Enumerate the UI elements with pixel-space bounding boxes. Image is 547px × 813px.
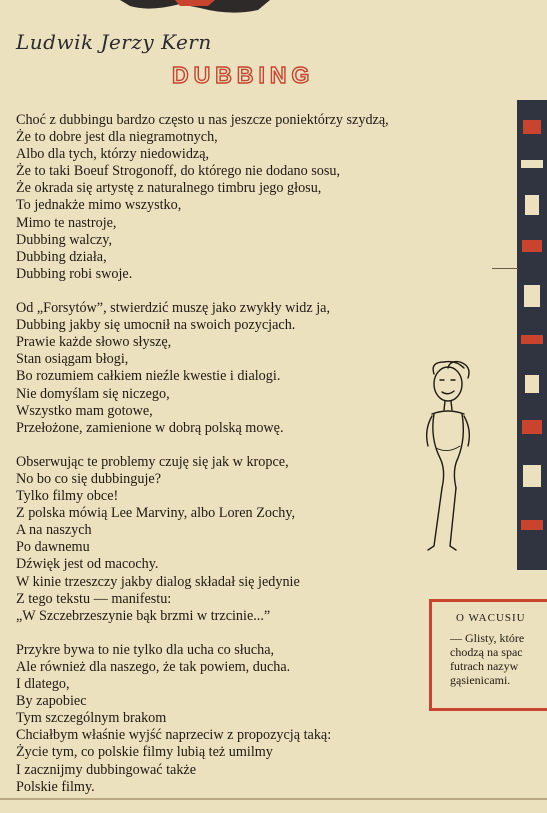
sidebar-box-o-wacusiu <box>429 599 547 711</box>
poem-line: Mimo te nastroje, <box>16 214 117 231</box>
poem-line: Przełożone, zamienione w dobrą polską mowę. <box>16 419 284 436</box>
poem-stanza <box>16 300 389 437</box>
poem-line: Że to dobre jest dla niegramotnych, <box>16 129 218 146</box>
poem-line: I dlatego, <box>16 676 70 693</box>
poem-line: Albo dla tych, którzy niedowidzą, <box>16 146 210 163</box>
poem-line: Stan osiągam błogi, <box>16 351 129 368</box>
poem-line: Z polska mówią Lee Marviny, albo Loren Zochy, <box>16 505 296 522</box>
poem-line: No bo co się dubbinguje? <box>16 470 161 487</box>
poem-line: Dubbing robi swoje. <box>16 265 133 282</box>
sidebar-text <box>450 631 547 687</box>
poem-line: Ale również dla naszego, że tak powiem, ducha. <box>16 659 291 675</box>
poem-line: Dubbing działa, <box>16 248 107 265</box>
poem-line: „W Szczebrzeszynie bąk brzmi w trzcinie...” <box>16 607 271 624</box>
poem-line: I zacznijmy dubbingować także <box>16 761 197 778</box>
poem-stanza <box>16 112 389 283</box>
poem-line: A na naszych <box>16 522 92 539</box>
poem-line: W kinie trzeszczy jakby dialog składał się jedynie <box>16 573 300 590</box>
poem-line: Bo rozumiem całkiem nieźle kwestie i dialogi. <box>16 368 281 385</box>
poem-line: Dubbing walczy, <box>16 231 113 248</box>
poem-line: Że to taki Boeuf Strogonoff, do którego nie dodano sosu, <box>16 163 341 180</box>
sidebar-line: — Glisty, które <box>450 631 525 645</box>
poem-line: Z tego tekstu — manifestu: <box>16 590 172 607</box>
poem-line: Polskie filmy. <box>16 778 95 795</box>
poem-line: To jednakże mimo wszystko, <box>16 197 182 214</box>
sidebar-line: gąsienicami. <box>450 673 511 687</box>
poem-stanza <box>16 454 389 625</box>
poem-line: Chciałbym właśnie wyjść naprzeciw z propozycją taką: <box>16 727 332 744</box>
decorative-dash <box>492 268 518 269</box>
poem-line: Życie tym, co polskie filmy lubią też umilmy <box>16 744 273 761</box>
top-decoration <box>120 0 270 16</box>
poem-line: Przykre bywa to nie tylko dla ucha co słucha, <box>16 641 275 658</box>
decorative-side-strip <box>513 100 547 570</box>
poem-line: Tym szczególnym brakom <box>16 710 167 727</box>
sidebar-title: O WACUSIU <box>456 612 526 624</box>
sidebar-line: chodzą na spac <box>450 645 523 659</box>
article-title: DUBBING <box>172 62 315 88</box>
poem-line: Po dawnemu <box>16 539 90 556</box>
woman-figure-illustration <box>420 358 480 553</box>
poem-line: Prawie każde słowo słyszę, <box>16 334 172 351</box>
poem-line: Dubbing jakby się umocnił na swoich pozycjach. <box>16 317 296 334</box>
poem-line: Od „Forsytów”, stwierdzić muszę jako zwykły widz ja, <box>16 300 331 317</box>
poem-line: By zapobiec <box>16 693 87 710</box>
sidebar-line: futrach nazyw <box>450 659 519 673</box>
poem-stanza <box>16 642 389 796</box>
article-author: Ludwik Jerzy Kern <box>16 30 212 54</box>
poem-line: Choć z dubbingu bardzo często u nas jeszcze poniektórzy szydzą, <box>16 112 389 128</box>
poem-body <box>16 112 389 813</box>
poem-line: Tylko filmy obce! <box>16 488 119 505</box>
poem-line: Nie domyślam się niczego, <box>16 385 170 402</box>
poem-line: Dźwięk jest od macochy. <box>16 556 159 573</box>
poem-line: Że okrada się artystę z naturalnego timbru jego głosu, <box>16 180 322 197</box>
poem-line: Obserwując te problemy czuję się jak w kropce, <box>16 453 289 470</box>
poem-line: Wszystko mam gotowe, <box>16 402 153 419</box>
